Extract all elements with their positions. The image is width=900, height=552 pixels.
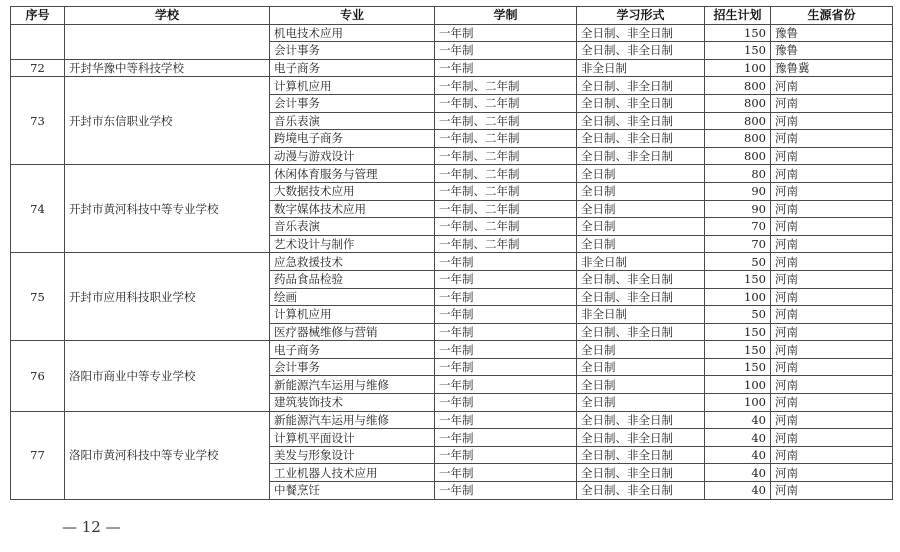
study-mode-cell: 全日制 (577, 394, 705, 412)
study-mode-cell: 非全日制 (577, 306, 705, 324)
major-cell: 跨境电子商务 (270, 130, 435, 148)
enrollment-plan-cell: 50 (705, 253, 771, 271)
province-cell: 河南 (771, 288, 893, 306)
system-cell: 一年制 (435, 341, 577, 359)
major-cell: 药品食品检验 (270, 270, 435, 288)
enrollment-plan-cell: 150 (705, 42, 771, 60)
seq-cell: 73 (11, 77, 65, 165)
major-cell: 音乐表演 (270, 218, 435, 236)
system-cell: 一年制、二年制 (435, 147, 577, 165)
enrollment-plan-cell: 100 (705, 376, 771, 394)
seq-cell: 75 (11, 253, 65, 341)
study-mode-cell: 全日制 (577, 341, 705, 359)
table-row (11, 77, 893, 95)
system-cell: 一年制 (435, 429, 577, 447)
major-cell: 工业机器人技术应用 (270, 464, 435, 482)
school-cell: 开封华豫中等科技学校 (65, 59, 270, 77)
province-cell: 河南 (771, 147, 893, 165)
enrollment-plan-cell: 100 (705, 59, 771, 77)
province-cell: 河南 (771, 200, 893, 218)
school-cell: 开封市应用科技职业学校 (65, 253, 270, 341)
seq-cell: 76 (11, 341, 65, 411)
study-mode-cell: 全日制、非全日制 (577, 77, 705, 95)
province-cell: 河南 (771, 464, 893, 482)
header-school: 学校 (65, 7, 270, 25)
province-cell: 河南 (771, 358, 893, 376)
major-cell: 艺术设计与制作 (270, 235, 435, 253)
enrollment-plan-cell: 800 (705, 130, 771, 148)
major-cell: 医疗器械维修与营销 (270, 323, 435, 341)
province-cell: 河南 (771, 130, 893, 148)
study-mode-cell: 全日制、非全日制 (577, 270, 705, 288)
major-cell: 会计事务 (270, 94, 435, 112)
system-cell: 一年制、二年制 (435, 235, 577, 253)
system-cell: 一年制 (435, 24, 577, 42)
enrollment-plan-cell: 50 (705, 306, 771, 324)
table-header (11, 7, 893, 25)
study-mode-cell: 全日制、非全日制 (577, 147, 705, 165)
system-cell: 一年制 (435, 376, 577, 394)
enrollment-plan-cell: 70 (705, 218, 771, 236)
province-cell: 河南 (771, 270, 893, 288)
province-cell: 河南 (771, 482, 893, 500)
system-cell: 一年制、二年制 (435, 112, 577, 130)
major-cell: 音乐表演 (270, 112, 435, 130)
major-cell: 中餐烹饪 (270, 482, 435, 500)
system-cell: 一年制 (435, 482, 577, 500)
major-cell: 应急救援技术 (270, 253, 435, 271)
study-mode-cell: 全日制、非全日制 (577, 446, 705, 464)
enrollment-plan-cell: 800 (705, 94, 771, 112)
system-cell: 一年制 (435, 59, 577, 77)
school-cell: 洛阳市商业中等专业学校 (65, 341, 270, 411)
enrollment-plan-cell: 150 (705, 270, 771, 288)
enrollment-plan-cell: 40 (705, 482, 771, 500)
study-mode-cell: 全日制、非全日制 (577, 42, 705, 60)
province-cell: 河南 (771, 165, 893, 183)
major-cell: 计算机平面设计 (270, 429, 435, 447)
major-cell: 计算机应用 (270, 77, 435, 95)
province-cell: 河南 (771, 411, 893, 429)
header-seq: 序号 (11, 7, 65, 25)
header-source-province: 生源省份 (771, 7, 893, 25)
enrollment-plan-cell: 150 (705, 358, 771, 376)
study-mode-cell: 全日制 (577, 376, 705, 394)
school-cell: 开封市黄河科技中等专业学校 (65, 165, 270, 253)
major-cell: 大数据技术应用 (270, 182, 435, 200)
system-cell: 一年制 (435, 464, 577, 482)
enrollment-plan-cell: 800 (705, 77, 771, 95)
enrollment-plan-cell: 40 (705, 411, 771, 429)
province-cell: 河南 (771, 341, 893, 359)
province-cell: 河南 (771, 94, 893, 112)
study-mode-cell: 全日制、非全日制 (577, 130, 705, 148)
page-number: — 12 — (62, 518, 121, 536)
table-row (11, 165, 893, 183)
province-cell: 河南 (771, 218, 893, 236)
study-mode-cell: 全日制、非全日制 (577, 323, 705, 341)
major-cell: 电子商务 (270, 59, 435, 77)
major-cell: 绘画 (270, 288, 435, 306)
system-cell: 一年制 (435, 42, 577, 60)
system-cell: 一年制 (435, 394, 577, 412)
study-mode-cell: 全日制、非全日制 (577, 94, 705, 112)
header-system: 学制 (435, 7, 577, 25)
province-cell: 河南 (771, 253, 893, 271)
province-cell: 河南 (771, 446, 893, 464)
header-study-mode: 学习形式 (577, 7, 705, 25)
province-cell: 河南 (771, 235, 893, 253)
major-cell: 新能源汽车运用与维修 (270, 376, 435, 394)
enrollment-plan-cell: 100 (705, 394, 771, 412)
province-cell: 河南 (771, 394, 893, 412)
province-cell: 河南 (771, 77, 893, 95)
enrollment-plan-cell: 150 (705, 341, 771, 359)
major-cell: 会计事务 (270, 42, 435, 60)
school-cell (65, 24, 270, 59)
system-cell: 一年制、二年制 (435, 218, 577, 236)
enrollment-plan-cell: 40 (705, 464, 771, 482)
system-cell: 一年制、二年制 (435, 94, 577, 112)
major-cell: 新能源汽车运用与维修 (270, 411, 435, 429)
table-row (11, 24, 893, 42)
study-mode-cell: 全日制、非全日制 (577, 24, 705, 42)
system-cell: 一年制 (435, 270, 577, 288)
table-row (11, 411, 893, 429)
enrollment-plan-cell: 90 (705, 182, 771, 200)
province-cell: 豫鲁 (771, 24, 893, 42)
system-cell: 一年制 (435, 253, 577, 271)
enrollment-plan-cell: 150 (705, 323, 771, 341)
seq-cell: 74 (11, 165, 65, 253)
study-mode-cell: 全日制、非全日制 (577, 464, 705, 482)
study-mode-cell: 全日制 (577, 235, 705, 253)
major-cell: 计算机应用 (270, 306, 435, 324)
study-mode-cell: 全日制、非全日制 (577, 288, 705, 306)
school-cell: 开封市东信职业学校 (65, 77, 270, 165)
province-cell: 河南 (771, 112, 893, 130)
system-cell: 一年制、二年制 (435, 200, 577, 218)
system-cell: 一年制 (435, 358, 577, 376)
header-enrollment-plan: 招生计划 (705, 7, 771, 25)
province-cell: 河南 (771, 429, 893, 447)
major-cell: 数字媒体技术应用 (270, 200, 435, 218)
province-cell: 豫鲁 (771, 42, 893, 60)
major-cell: 会计事务 (270, 358, 435, 376)
province-cell: 河南 (771, 306, 893, 324)
province-cell: 河南 (771, 182, 893, 200)
system-cell: 一年制、二年制 (435, 77, 577, 95)
study-mode-cell: 全日制 (577, 218, 705, 236)
seq-cell: 77 (11, 411, 65, 499)
header-row (11, 7, 893, 25)
table-row (11, 253, 893, 271)
enrollment-plan-cell: 800 (705, 147, 771, 165)
system-cell: 一年制 (435, 323, 577, 341)
table-row (11, 341, 893, 359)
study-mode-cell: 全日制、非全日制 (577, 429, 705, 447)
major-cell: 动漫与游戏设计 (270, 147, 435, 165)
system-cell: 一年制、二年制 (435, 165, 577, 183)
major-cell: 电子商务 (270, 341, 435, 359)
system-cell: 一年制、二年制 (435, 182, 577, 200)
province-cell: 河南 (771, 323, 893, 341)
study-mode-cell: 非全日制 (577, 59, 705, 77)
school-cell: 洛阳市黄河科技中等专业学校 (65, 411, 270, 499)
study-mode-cell: 全日制、非全日制 (577, 112, 705, 130)
major-cell: 机电技术应用 (270, 24, 435, 42)
seq-cell (11, 24, 65, 59)
major-cell: 建筑装饰技术 (270, 394, 435, 412)
major-cell: 美发与形象设计 (270, 446, 435, 464)
enrollment-plan-cell: 100 (705, 288, 771, 306)
major-cell: 休闲体育服务与管理 (270, 165, 435, 183)
system-cell: 一年制 (435, 288, 577, 306)
study-mode-cell: 全日制 (577, 182, 705, 200)
enrollment-plan-cell: 150 (705, 24, 771, 42)
province-cell: 河南 (771, 376, 893, 394)
enrollment-plan-cell: 40 (705, 446, 771, 464)
study-mode-cell: 全日制、非全日制 (577, 482, 705, 500)
enrollment-plan-cell: 80 (705, 165, 771, 183)
header-major: 专业 (270, 7, 435, 25)
table-body (11, 24, 893, 499)
study-mode-cell: 全日制 (577, 165, 705, 183)
enrollment-plan-cell: 70 (705, 235, 771, 253)
system-cell: 一年制、二年制 (435, 130, 577, 148)
system-cell: 一年制 (435, 446, 577, 464)
province-cell: 豫鲁冀 (771, 59, 893, 77)
study-mode-cell: 非全日制 (577, 253, 705, 271)
study-mode-cell: 全日制 (577, 200, 705, 218)
system-cell: 一年制 (435, 411, 577, 429)
seq-cell: 72 (11, 59, 65, 77)
enrollment-plan-cell: 800 (705, 112, 771, 130)
enrollment-plan-cell: 90 (705, 200, 771, 218)
table-row (11, 59, 893, 77)
enrollment-table (10, 6, 893, 500)
enrollment-plan-cell: 40 (705, 429, 771, 447)
study-mode-cell: 全日制 (577, 358, 705, 376)
system-cell: 一年制 (435, 306, 577, 324)
study-mode-cell: 全日制、非全日制 (577, 411, 705, 429)
